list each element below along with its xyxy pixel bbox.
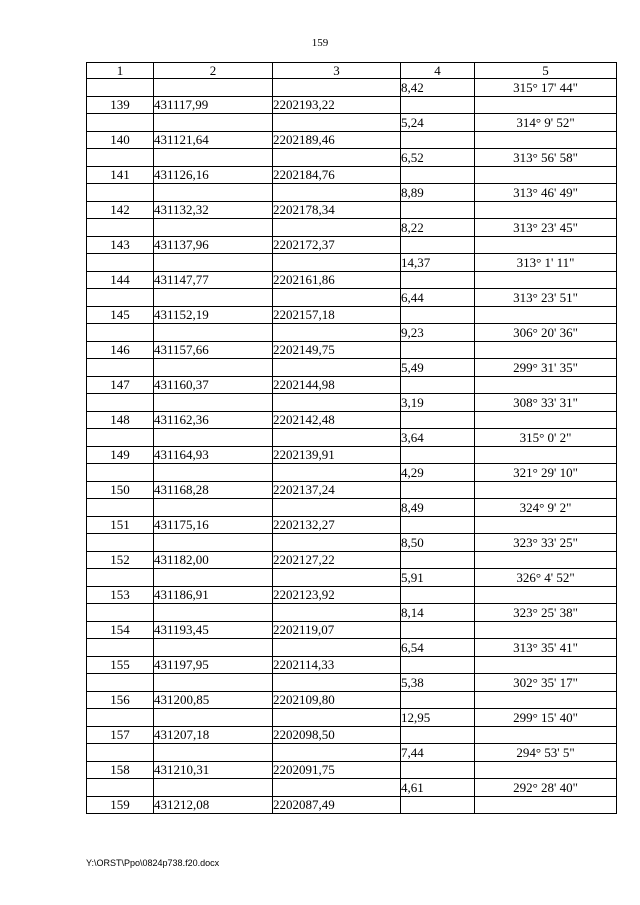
header-cell-4: 4 <box>401 63 475 79</box>
table-row <box>87 534 617 552</box>
direction-angle-cell <box>475 481 617 499</box>
table-row <box>87 481 617 499</box>
direction-angle-cell: 315° 17' 44" <box>475 79 617 97</box>
point-number-cell: 145 <box>87 306 154 324</box>
x-coordinate-cell: 431147,77 <box>154 271 273 289</box>
y-coordinate-cell: 2202087,49 <box>273 796 401 814</box>
direction-angle-cell: 324° 9' 2" <box>475 499 617 517</box>
point-number-cell: 152 <box>87 551 154 569</box>
y-coordinate-cell: 2202119,07 <box>273 621 401 639</box>
x-coordinate-cell: 431162,36 <box>154 411 273 429</box>
segment-length-cell <box>401 796 475 814</box>
y-coordinate-cell <box>273 674 401 692</box>
point-number-cell: 149 <box>87 446 154 464</box>
x-coordinate-cell <box>154 604 273 622</box>
direction-angle-cell <box>475 796 617 814</box>
segment-length-cell <box>401 411 475 429</box>
segment-length-cell <box>401 691 475 709</box>
y-coordinate-cell: 2202109,80 <box>273 691 401 709</box>
point-number-cell <box>87 184 154 202</box>
point-number-cell: 143 <box>87 236 154 254</box>
direction-angle-cell: 323° 25' 38" <box>475 604 617 622</box>
segment-length-cell: 8,49 <box>401 499 475 517</box>
segment-length-cell: 8,89 <box>401 184 475 202</box>
direction-angle-cell: 308° 33' 31" <box>475 394 617 412</box>
x-coordinate-cell: 431121,64 <box>154 131 273 149</box>
direction-angle-cell: 314° 9' 52" <box>475 114 617 132</box>
table-row <box>87 551 617 569</box>
segment-length-cell <box>401 236 475 254</box>
x-coordinate-cell: 431152,19 <box>154 306 273 324</box>
direction-angle-cell <box>475 516 617 534</box>
segment-length-cell: 8,22 <box>401 219 475 237</box>
y-coordinate-cell <box>273 254 401 272</box>
table-row <box>87 621 617 639</box>
x-coordinate-cell: 431132,32 <box>154 201 273 219</box>
point-number-cell: 146 <box>87 341 154 359</box>
direction-angle-cell <box>475 341 617 359</box>
direction-angle-cell <box>475 236 617 254</box>
segment-length-cell: 5,38 <box>401 674 475 692</box>
segment-length-cell: 4,29 <box>401 464 475 482</box>
direction-angle-cell: 326° 4' 52" <box>475 569 617 587</box>
direction-angle-cell <box>475 446 617 464</box>
segment-length-cell: 6,44 <box>401 289 475 307</box>
direction-angle-cell <box>475 306 617 324</box>
y-coordinate-cell <box>273 394 401 412</box>
segment-length-cell <box>401 656 475 674</box>
direction-angle-cell: 306° 20' 36" <box>475 324 617 342</box>
table-row <box>87 569 617 587</box>
y-coordinate-cell: 2202189,46 <box>273 131 401 149</box>
y-coordinate-cell: 2202161,86 <box>273 271 401 289</box>
point-number-cell: 159 <box>87 796 154 814</box>
point-number-cell <box>87 324 154 342</box>
y-coordinate-cell: 2202091,75 <box>273 761 401 779</box>
point-number-cell <box>87 779 154 797</box>
y-coordinate-cell: 2202127,22 <box>273 551 401 569</box>
y-coordinate-cell <box>273 219 401 237</box>
segment-length-cell <box>401 341 475 359</box>
table-row <box>87 289 617 307</box>
direction-angle-cell <box>475 411 617 429</box>
x-coordinate-cell: 431186,91 <box>154 586 273 604</box>
x-coordinate-cell <box>154 779 273 797</box>
x-coordinate-cell <box>154 639 273 657</box>
x-coordinate-cell <box>154 254 273 272</box>
table-row <box>87 656 617 674</box>
table-row <box>87 709 617 727</box>
segment-length-cell: 9,23 <box>401 324 475 342</box>
segment-length-cell: 3,64 <box>401 429 475 447</box>
table-row <box>87 201 617 219</box>
y-coordinate-cell <box>273 499 401 517</box>
y-coordinate-cell: 2202123,92 <box>273 586 401 604</box>
table-row <box>87 516 617 534</box>
coordinates-table <box>86 62 617 814</box>
segment-length-cell: 5,91 <box>401 569 475 587</box>
table-row <box>87 236 617 254</box>
table-row <box>87 219 617 237</box>
table-row <box>87 726 617 744</box>
x-coordinate-cell <box>154 709 273 727</box>
x-coordinate-cell: 431126,16 <box>154 166 273 184</box>
y-coordinate-cell: 2202172,37 <box>273 236 401 254</box>
table-body <box>87 79 617 814</box>
y-coordinate-cell <box>273 779 401 797</box>
point-number-cell: 148 <box>87 411 154 429</box>
x-coordinate-cell: 431182,00 <box>154 551 273 569</box>
table-row <box>87 254 617 272</box>
x-coordinate-cell <box>154 464 273 482</box>
table-row <box>87 79 617 97</box>
point-number-cell <box>87 79 154 97</box>
y-coordinate-cell: 2202114,33 <box>273 656 401 674</box>
y-coordinate-cell <box>273 464 401 482</box>
table-row <box>87 691 617 709</box>
point-number-cell <box>87 219 154 237</box>
table-row <box>87 779 617 797</box>
point-number-cell <box>87 709 154 727</box>
x-coordinate-cell <box>154 79 273 97</box>
point-number-cell <box>87 569 154 587</box>
x-coordinate-cell: 431200,85 <box>154 691 273 709</box>
point-number-cell: 150 <box>87 481 154 499</box>
x-coordinate-cell <box>154 359 273 377</box>
segment-length-cell <box>401 166 475 184</box>
point-number-cell <box>87 674 154 692</box>
direction-angle-cell <box>475 376 617 394</box>
table-row <box>87 429 617 447</box>
segment-length-cell <box>401 376 475 394</box>
direction-angle-cell: 315° 0' 2" <box>475 429 617 447</box>
point-number-cell: 154 <box>87 621 154 639</box>
point-number-cell: 142 <box>87 201 154 219</box>
direction-angle-cell <box>475 621 617 639</box>
point-number-cell <box>87 394 154 412</box>
y-coordinate-cell: 2202098,50 <box>273 726 401 744</box>
x-coordinate-cell: 431157,66 <box>154 341 273 359</box>
segment-length-cell <box>401 446 475 464</box>
point-number-cell <box>87 744 154 762</box>
x-coordinate-cell <box>154 569 273 587</box>
segment-length-cell <box>401 481 475 499</box>
y-coordinate-cell: 2202139,91 <box>273 446 401 464</box>
table-row <box>87 376 617 394</box>
header-cell-3: 3 <box>273 63 401 79</box>
table-row <box>87 499 617 517</box>
point-number-cell <box>87 534 154 552</box>
segment-length-cell <box>401 726 475 744</box>
table-row <box>87 744 617 762</box>
y-coordinate-cell <box>273 149 401 167</box>
segment-length-cell <box>401 586 475 604</box>
direction-angle-cell: 313° 23' 45" <box>475 219 617 237</box>
segment-length-cell: 5,24 <box>401 114 475 132</box>
x-coordinate-cell <box>154 499 273 517</box>
x-coordinate-cell <box>154 324 273 342</box>
segment-length-cell <box>401 551 475 569</box>
segment-length-cell <box>401 306 475 324</box>
x-coordinate-cell: 431197,95 <box>154 656 273 674</box>
direction-angle-cell: 313° 56' 58" <box>475 149 617 167</box>
point-number-cell: 139 <box>87 96 154 114</box>
point-number-cell: 157 <box>87 726 154 744</box>
y-coordinate-cell <box>273 639 401 657</box>
y-coordinate-cell: 2202132,27 <box>273 516 401 534</box>
page-number: 159 <box>311 37 329 49</box>
segment-length-cell <box>401 271 475 289</box>
segment-length-cell <box>401 96 475 114</box>
table-row <box>87 184 617 202</box>
x-coordinate-cell: 431207,18 <box>154 726 273 744</box>
segment-length-cell: 6,54 <box>401 639 475 657</box>
direction-angle-cell <box>475 761 617 779</box>
table-row <box>87 464 617 482</box>
x-coordinate-cell: 431117,99 <box>154 96 273 114</box>
x-coordinate-cell: 431210,31 <box>154 761 273 779</box>
x-coordinate-cell: 431175,16 <box>154 516 273 534</box>
direction-angle-cell <box>475 166 617 184</box>
direction-angle-cell <box>475 691 617 709</box>
point-number-cell <box>87 464 154 482</box>
y-coordinate-cell: 2202137,24 <box>273 481 401 499</box>
segment-length-cell: 8,14 <box>401 604 475 622</box>
y-coordinate-cell <box>273 569 401 587</box>
y-coordinate-cell <box>273 184 401 202</box>
y-coordinate-cell <box>273 534 401 552</box>
direction-angle-cell: 321° 29' 10" <box>475 464 617 482</box>
table-row <box>87 96 617 114</box>
segment-length-cell: 5,49 <box>401 359 475 377</box>
point-number-cell: 153 <box>87 586 154 604</box>
direction-angle-cell: 302° 35' 17" <box>475 674 617 692</box>
header-cell-5: 5 <box>475 63 617 79</box>
table-row <box>87 341 617 359</box>
table-row <box>87 131 617 149</box>
direction-angle-cell: 313° 35' 41" <box>475 639 617 657</box>
y-coordinate-cell: 2202178,34 <box>273 201 401 219</box>
table-row <box>87 796 617 814</box>
direction-angle-cell: 299° 31' 35" <box>475 359 617 377</box>
direction-angle-cell <box>475 656 617 674</box>
point-number-cell: 155 <box>87 656 154 674</box>
header-cell-1: 1 <box>87 63 154 79</box>
point-number-cell <box>87 114 154 132</box>
direction-angle-cell <box>475 551 617 569</box>
direction-angle-cell <box>475 131 617 149</box>
direction-angle-cell: 313° 23' 51" <box>475 289 617 307</box>
point-number-cell: 158 <box>87 761 154 779</box>
direction-angle-cell <box>475 271 617 289</box>
point-number-cell: 141 <box>87 166 154 184</box>
y-coordinate-cell: 2202184,76 <box>273 166 401 184</box>
segment-length-cell: 8,42 <box>401 79 475 97</box>
x-coordinate-cell: 431193,45 <box>154 621 273 639</box>
table-row <box>87 411 617 429</box>
direction-angle-cell: 294° 53' 5" <box>475 744 617 762</box>
table-header-row <box>87 63 617 79</box>
y-coordinate-cell <box>273 709 401 727</box>
table-row <box>87 359 617 377</box>
x-coordinate-cell <box>154 674 273 692</box>
y-coordinate-cell <box>273 429 401 447</box>
direction-angle-cell <box>475 96 617 114</box>
table-row <box>87 114 617 132</box>
x-coordinate-cell: 431212,08 <box>154 796 273 814</box>
y-coordinate-cell <box>273 744 401 762</box>
direction-angle-cell: 313° 1' 11" <box>475 254 617 272</box>
table-row <box>87 306 617 324</box>
direction-angle-cell <box>475 201 617 219</box>
segment-length-cell: 12,95 <box>401 709 475 727</box>
table-row <box>87 446 617 464</box>
direction-angle-cell: 313° 46' 49" <box>475 184 617 202</box>
table-row <box>87 639 617 657</box>
segment-length-cell <box>401 516 475 534</box>
table-row <box>87 761 617 779</box>
direction-angle-cell <box>475 586 617 604</box>
point-number-cell <box>87 604 154 622</box>
x-coordinate-cell: 431168,28 <box>154 481 273 499</box>
x-coordinate-cell <box>154 149 273 167</box>
point-number-cell <box>87 639 154 657</box>
segment-length-cell: 4,61 <box>401 779 475 797</box>
table-row <box>87 604 617 622</box>
segment-length-cell: 7,44 <box>401 744 475 762</box>
table-row <box>87 324 617 342</box>
table-row <box>87 674 617 692</box>
y-coordinate-cell: 2202142,48 <box>273 411 401 429</box>
segment-length-cell <box>401 761 475 779</box>
segment-length-cell <box>401 131 475 149</box>
x-coordinate-cell <box>154 394 273 412</box>
y-coordinate-cell: 2202157,18 <box>273 306 401 324</box>
x-coordinate-cell <box>154 429 273 447</box>
segment-length-cell: 3,19 <box>401 394 475 412</box>
segment-length-cell <box>401 201 475 219</box>
direction-angle-cell <box>475 726 617 744</box>
table-row <box>87 149 617 167</box>
x-coordinate-cell <box>154 219 273 237</box>
point-number-cell <box>87 429 154 447</box>
y-coordinate-cell: 2202193,22 <box>273 96 401 114</box>
y-coordinate-cell <box>273 114 401 132</box>
header-cell-2: 2 <box>154 63 273 79</box>
x-coordinate-cell <box>154 534 273 552</box>
y-coordinate-cell <box>273 604 401 622</box>
point-number-cell <box>87 149 154 167</box>
x-coordinate-cell: 431164,93 <box>154 446 273 464</box>
x-coordinate-cell: 431160,37 <box>154 376 273 394</box>
file-path-footer: Y:\ORST\Ppo\0824p738.f20.docx <box>86 858 220 868</box>
direction-angle-cell: 299° 15' 40" <box>475 709 617 727</box>
table-row <box>87 586 617 604</box>
y-coordinate-cell: 2202144,98 <box>273 376 401 394</box>
x-coordinate-cell: 431137,96 <box>154 236 273 254</box>
point-number-cell <box>87 499 154 517</box>
point-number-cell: 144 <box>87 271 154 289</box>
x-coordinate-cell <box>154 114 273 132</box>
x-coordinate-cell <box>154 289 273 307</box>
y-coordinate-cell <box>273 359 401 377</box>
y-coordinate-cell <box>273 79 401 97</box>
segment-length-cell: 6,52 <box>401 149 475 167</box>
table-row <box>87 271 617 289</box>
x-coordinate-cell <box>154 744 273 762</box>
point-number-cell <box>87 359 154 377</box>
point-number-cell: 147 <box>87 376 154 394</box>
table-row <box>87 394 617 412</box>
y-coordinate-cell <box>273 289 401 307</box>
direction-angle-cell: 292° 28' 40" <box>475 779 617 797</box>
point-number-cell: 140 <box>87 131 154 149</box>
point-number-cell: 156 <box>87 691 154 709</box>
direction-angle-cell: 323° 33' 25" <box>475 534 617 552</box>
x-coordinate-cell <box>154 184 273 202</box>
segment-length-cell <box>401 621 475 639</box>
segment-length-cell: 8,50 <box>401 534 475 552</box>
point-number-cell <box>87 289 154 307</box>
table-row <box>87 166 617 184</box>
point-number-cell <box>87 254 154 272</box>
y-coordinate-cell: 2202149,75 <box>273 341 401 359</box>
segment-length-cell: 14,37 <box>401 254 475 272</box>
y-coordinate-cell <box>273 324 401 342</box>
point-number-cell: 151 <box>87 516 154 534</box>
